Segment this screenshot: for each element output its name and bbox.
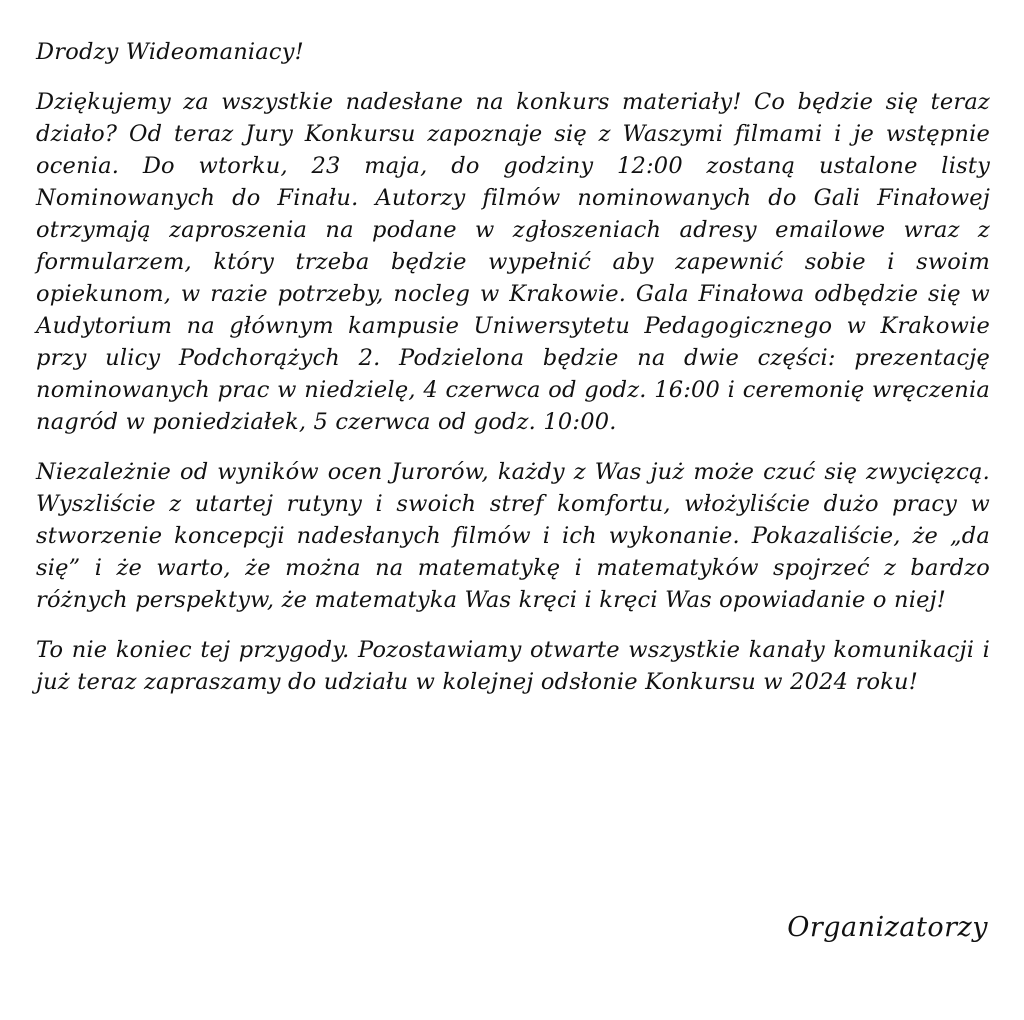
letter-paragraph-1: Dziękujemy za wszystkie nadesłane na konkurs materiały! Co będzie się teraz działo? Od teraz Jury Konkursu zapoznaje się z Waszymi filmami i je wstępnie ocenia. Do wtorku, 23 maja, do godziny 12:00 zostaną ustalone listy Nominowanych do Finału. Autorzy filmów nominowanych do Gali Finałowej otrzymają zaproszenia na podane w zgłoszeniach adresy emailowe wraz z formularzem, który trzeba będzie wypełnić aby zapewnić sobie i swoim opiekunom, w razie potrzeby, nocleg w Krakowie. Gala Finałowa odbędzie się w Audytorium na głównym kampusie Uniwersytetu Pedagogicznego w Krakowie przy ulicy Podchorążych 2. Podzielona będzie na dwie części: prezentację nominowanych prac w niedzielę, 4 czerwca od godz. 16:00 i ceremonię wręczenia nagród w poniedziałek, 5 czerwca od godz. 10:00.: [36, 89, 990, 435]
letter-paragraph-3: To nie koniec tej przygody. Pozostawiamy otwarte wszystkie kanały komunikacji i już teraz zapraszamy do udziału w kolejnej odsłonie Konkursu w 2024 roku!: [36, 637, 990, 695]
letter-paragraph-2: Niezależnie od wyników ocen Jurorów, każdy z Was już może czuć się zwycięzcą. Wyszliście z utartej rutyny i swoich stref komfortu, włożyliście dużo pracy w stworzenie koncepcji nadesłanych filmów i ich wykonanie. Pokazaliście, że „da się” i że warto, że można na matematykę i matematyków spojrzeć z bardzo różnych perspektyw, że matematyka Was kręci i kręci Was opowiadanie o niej!: [36, 459, 990, 613]
letter-signature: Organizatorzy: [787, 912, 988, 943]
letter-body: [36, 36, 990, 716]
letter-greeting: Drodzy Wideomaniacy!: [36, 39, 304, 65]
